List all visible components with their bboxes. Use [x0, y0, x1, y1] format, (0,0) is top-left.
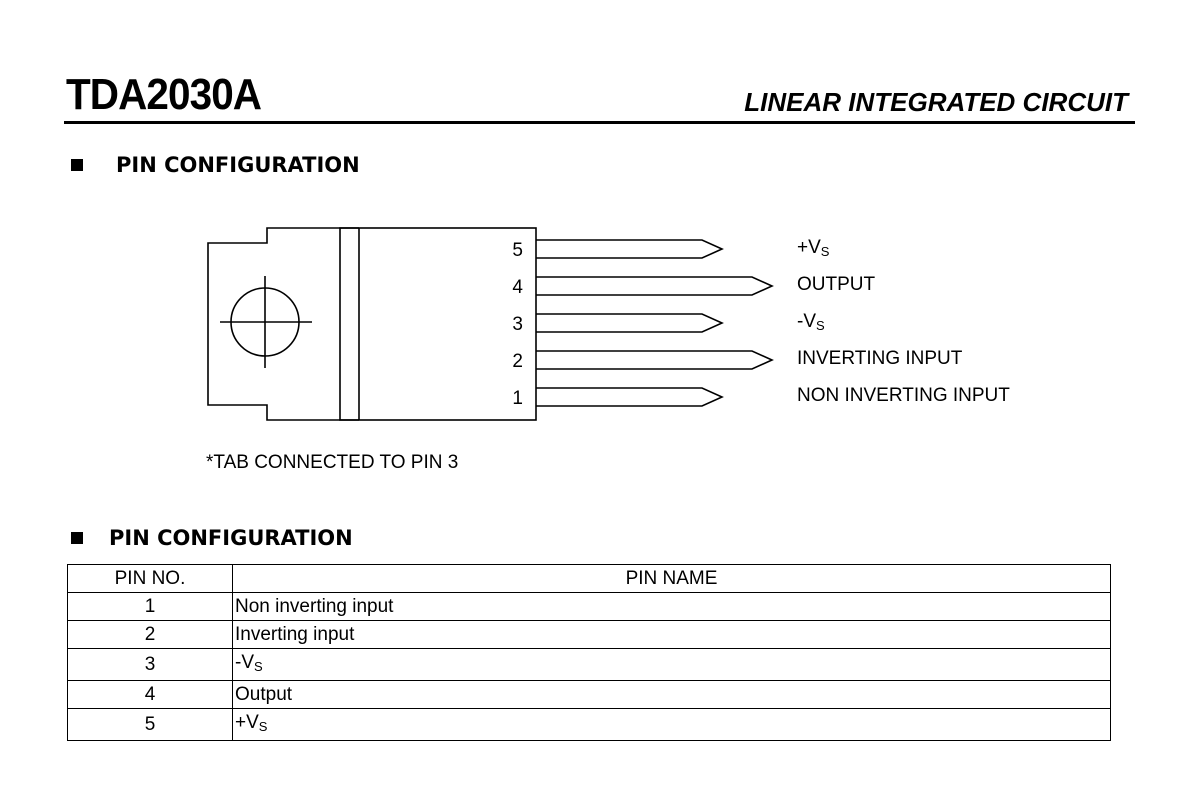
pin-label	[797, 347, 962, 371]
pin-label-subscript: S	[820, 244, 830, 259]
pin-name-text: Output	[235, 684, 293, 705]
header-pin-no: PIN NO.	[68, 565, 233, 593]
pin-number-cell: 3	[68, 649, 233, 681]
pin-label	[797, 273, 875, 297]
pin-label	[797, 384, 1010, 408]
pin-name-text: Non inverting input	[235, 596, 394, 617]
table-row	[68, 649, 1111, 681]
header-pin-name: PIN NAME	[233, 565, 1111, 593]
part-number-title: TDA2030A	[66, 70, 262, 119]
pin-table	[67, 564, 1111, 741]
pin-label	[797, 310, 825, 338]
pin-number: 5	[512, 240, 523, 261]
pin-name-cell	[233, 593, 1111, 621]
table-row	[68, 681, 1111, 709]
pin-label-text: +V	[797, 237, 821, 258]
table-header-row	[68, 565, 1111, 593]
pin-name-text: Inverting input	[235, 624, 355, 645]
pin-lead	[536, 240, 722, 258]
document-type-title: LINEAR INTEGRATED CIRCUIT	[744, 87, 1128, 117]
mounting-hole-icon	[220, 276, 312, 368]
pin-numbers	[512, 240, 523, 409]
table-row	[68, 709, 1111, 741]
pin-name-cell	[233, 709, 1111, 741]
pin-name-text: +V	[235, 712, 259, 733]
pin-number: 4	[512, 277, 523, 298]
pin-label-text: NON INVERTING INPUT	[797, 385, 1010, 406]
pin-number: 1	[512, 388, 523, 409]
pin-number: 2	[512, 351, 523, 372]
diagram-section-heading: PIN CONFIGURATION	[116, 153, 360, 177]
table-row	[68, 593, 1111, 621]
pin-lead	[536, 277, 772, 295]
pin-number-cell: 1	[68, 593, 233, 621]
table-row	[68, 621, 1111, 649]
pin-label	[797, 236, 829, 264]
pin-name-cell	[233, 621, 1111, 649]
pin-name-subscript: S	[254, 659, 263, 674]
pin-number: 3	[512, 314, 523, 335]
package-outline	[208, 228, 536, 420]
pin-lead	[536, 314, 722, 332]
tab-footnote: *TAB CONNECTED TO PIN 3	[206, 452, 459, 473]
pin-name-text: -V	[235, 652, 254, 673]
pin-name-cell	[233, 681, 1111, 709]
pin-lead	[536, 388, 722, 406]
pin-label-text: OUTPUT	[797, 274, 876, 295]
pin-lead	[536, 351, 772, 369]
pin-leads	[536, 240, 772, 406]
pin-label-text: INVERTING INPUT	[797, 348, 963, 369]
pin-name-subscript: S	[258, 719, 268, 734]
pin-label-subscript: S	[816, 318, 825, 333]
pin-number-cell: 4	[68, 681, 233, 709]
pin-number-cell: 2	[68, 621, 233, 649]
pin-number-cell: 5	[68, 709, 233, 741]
pin-label-text: -V	[797, 311, 816, 332]
section-bullet-icon	[71, 532, 83, 544]
pin-name-cell	[233, 649, 1111, 681]
table-section-heading: PIN CONFIGURATION	[109, 526, 353, 550]
